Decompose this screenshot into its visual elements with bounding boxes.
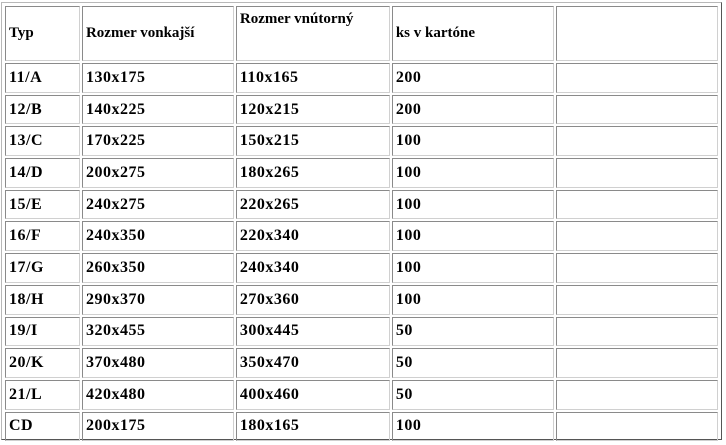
- cell-empty: [556, 95, 718, 125]
- header-cell-pieces-per-box: ks v kartóne: [392, 6, 554, 61]
- cell-outer-size: 200x275: [82, 158, 234, 188]
- table-row: [5, 221, 718, 251]
- cell-inner-size: 110x165: [236, 63, 390, 93]
- cell-inner-size: 180x165: [236, 412, 390, 442]
- header-cell-outer-size: Rozmer vonkajší: [82, 6, 234, 61]
- header-cell-empty: [556, 6, 718, 61]
- cell-empty: [556, 63, 718, 93]
- table-row: [5, 412, 718, 442]
- cell-pieces-per-box: 100: [392, 412, 554, 442]
- cell-pieces-per-box: 100: [392, 158, 554, 188]
- cell-pieces-per-box: 50: [392, 380, 554, 410]
- cell-inner-size: 270x360: [236, 285, 390, 315]
- table-row: [5, 285, 718, 315]
- table-row: [5, 158, 718, 188]
- cell-outer-size: 290x370: [82, 285, 234, 315]
- table-row: [5, 190, 718, 220]
- cell-type: 19/I: [5, 317, 80, 347]
- cell-pieces-per-box: 100: [392, 221, 554, 251]
- cell-empty: [556, 285, 718, 315]
- cell-empty: [556, 126, 718, 156]
- cell-empty: [556, 158, 718, 188]
- cell-empty: [556, 380, 718, 410]
- cell-type: 15/E: [5, 190, 80, 220]
- table-header-row: [5, 6, 718, 61]
- header-cell-inner-size: Rozmer vnútorný: [236, 6, 390, 61]
- cell-inner-size: 220x265: [236, 190, 390, 220]
- cell-pieces-per-box: 200: [392, 95, 554, 125]
- cell-outer-size: 170x225: [82, 126, 234, 156]
- cell-type: 16/F: [5, 221, 80, 251]
- cell-outer-size: 240x350: [82, 221, 234, 251]
- cell-outer-size: 370x480: [82, 348, 234, 378]
- cell-pieces-per-box: 100: [392, 285, 554, 315]
- table-row: [5, 380, 718, 410]
- cell-outer-size: 200x175: [82, 412, 234, 442]
- cell-empty: [556, 412, 718, 442]
- cell-empty: [556, 190, 718, 220]
- cell-pieces-per-box: 50: [392, 317, 554, 347]
- cell-type: 12/B: [5, 95, 80, 125]
- cell-inner-size: 150x215: [236, 126, 390, 156]
- cell-outer-size: 140x225: [82, 95, 234, 125]
- cell-inner-size: 180x265: [236, 158, 390, 188]
- cell-pieces-per-box: 100: [392, 190, 554, 220]
- table-row: [5, 317, 718, 347]
- cell-type: 14/D: [5, 158, 80, 188]
- cell-inner-size: 220x340: [236, 221, 390, 251]
- cell-inner-size: 300x445: [236, 317, 390, 347]
- table-row: [5, 126, 718, 156]
- cell-outer-size: 130x175: [82, 63, 234, 93]
- cell-empty: [556, 317, 718, 347]
- table-frame: [1, 2, 722, 440]
- envelope-size-table: [3, 4, 720, 443]
- cell-inner-size: 120x215: [236, 95, 390, 125]
- table-row: [5, 253, 718, 283]
- cell-outer-size: 240x275: [82, 190, 234, 220]
- table-body: [5, 6, 718, 441]
- cell-empty: [556, 253, 718, 283]
- cell-outer-size: 420x480: [82, 380, 234, 410]
- table-row: [5, 63, 718, 93]
- cell-type: 13/C: [5, 126, 80, 156]
- cell-pieces-per-box: 200: [392, 63, 554, 93]
- cell-inner-size: 400x460: [236, 380, 390, 410]
- cell-type: CD: [5, 412, 80, 442]
- header-cell-type: Typ: [5, 6, 80, 61]
- cell-pieces-per-box: 100: [392, 253, 554, 283]
- cell-empty: [556, 348, 718, 378]
- cell-type: 11/A: [5, 63, 80, 93]
- cell-type: 18/H: [5, 285, 80, 315]
- cell-inner-size: 350x470: [236, 348, 390, 378]
- cell-type: 17/G: [5, 253, 80, 283]
- cell-outer-size: 320x455: [82, 317, 234, 347]
- cell-pieces-per-box: 50: [392, 348, 554, 378]
- cell-pieces-per-box: 100: [392, 126, 554, 156]
- cell-type: 20/K: [5, 348, 80, 378]
- table-row: [5, 95, 718, 125]
- cell-inner-size: 240x340: [236, 253, 390, 283]
- cell-outer-size: 260x350: [82, 253, 234, 283]
- cell-empty: [556, 221, 718, 251]
- table-row: [5, 348, 718, 378]
- cell-type: 21/L: [5, 380, 80, 410]
